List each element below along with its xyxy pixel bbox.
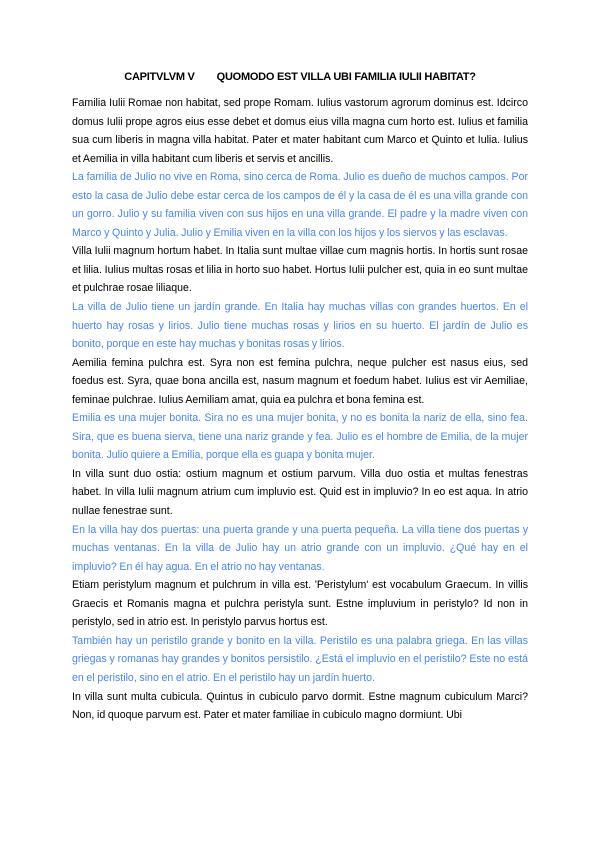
spanish-translation-2: La villa de Julio tiene un jardín grande. En Italia hay muchas villas con grandes huertos. En el huerto hay rosas y lirios. Julio tiene muchas rosas y lirios en su huerto. El jardín de Julio es bonito, porque en este hay muchas y bonitas rosas y lirios. (72, 301, 528, 351)
latin-paragraph-6: In villa sunt multa cubicula. Quintus in cubiculo parvo dormit. Estne magnum cubiculum Marci? Non, id quoque parvum est. Pater et mater familiae in cubiculo magno dormiunt. Ubi (72, 690, 528, 722)
spanish-translation-4: En la villa hay dos puertas: una puerta grande y una puerta pequeña. La villa tiene dos puertas y muchas ventanas. En la villa de Julio hay un atrio grande con un impluvio. ¿Qué hay en el impluvio? En él hay agua. En el atrio no hay ventanas. (72, 523, 528, 573)
chapter-title (0, 71, 600, 83)
document-body (72, 94, 528, 725)
latin-paragraph-1: Familia Iulii Romae non habitat, sed prope Romam. Iulius vastorum agrorum dominus est. Idcirco domus Iulii prope agros eius esse debet et domus eius villa magna cum horto est. Iulius et familia sua cum liberis in magna villa habitat. Pater et mater habitant cum Marco et Quinto et Iulia. Iulius et Aemilia in villa habitant cum liberis et servis et ancillis. (72, 97, 528, 165)
spanish-translation-3: Emilia es una mujer bonita. Sira no es una mujer bonita, y no es bonita la nariz de ella, sino fea. Sira, que es buena sierva, tiene una nariz grande y fea. Julio es el hombre de Emilia, de la mujer bonita. Julio quiere a Emilia, porque ella es guapa y bonita mujer. (72, 412, 528, 462)
chapter-number: CAPITVLVM V (124, 71, 195, 83)
latin-paragraph-4: In villa sunt duo ostia: ostium magnum et ostium parvum. Villa duo ostia et multas fenestras habet. In villa Iulii magnum atrium cum impluvio est. Quid est in impluvio? In eo est aqua. In atrio nullae fenestrae sunt. (72, 467, 528, 518)
chapter-heading: QUOMODO EST VILLA UBI FAMILIA IULII HABITAT? (216, 71, 476, 83)
latin-paragraph-5: Etiam peristylum magnum et pulchrum in villa est. 'Peristylum' est vocabulum Graecum. In villis Graecis et Romanis magna et pulchra peristyla sunt. Estne impluvium in peristylo? Id non in peristylo, sed in atrio est. In peristylo parvus hortus est. (72, 579, 528, 629)
spanish-translation-1: La familia de Julio no vive en Roma, sino cerca de Roma. Julio es dueño de muchos campos. Por esto la casa de Julio debe estar cerca de los campos de él y la casa de él es una villa grande con un gorro. Julio y su familia viven con sus hijos en una villa grande. El padre y la madre viven con Marco y Quinto y Julia. Julio y Emilia viven en la villa con los hijos y los siervos y las esclavas. (72, 171, 528, 239)
spanish-translation-5: También hay un peristilo grande y bonito en la villa. Peristilo es una palabra griega. En las villas griegas y romanas hay grandes y bonitos persistilo. ¿Está el impluvio en el peristilo? Este no está en el peristilo, sino en el atrio. En el peristilo hay un jardín huerto. (72, 634, 528, 684)
latin-paragraph-3: Aemilia femina pulchra est. Syra non est femina pulchra, neque pulcher est nasus eius, sed foedus est. Syra, quae bona ancilla est, nasum magnum et foedum habet. Iulius est vir Aemiliae, feminae pulchrae. Iulius Aemiliam amat, quia ea pulchra et bona femina est. (72, 356, 528, 406)
latin-paragraph-2: Villa Iulii magnum hortum habet. In Italia sunt multae villae cum magnis hortis. In hortis sunt rosae et lilia. Iulius multas rosas et lilia in horto suo habet. Hortus Iulii pulcher est, quia in eo sunt multae et pulchrae rosae liliaque. (72, 245, 528, 295)
